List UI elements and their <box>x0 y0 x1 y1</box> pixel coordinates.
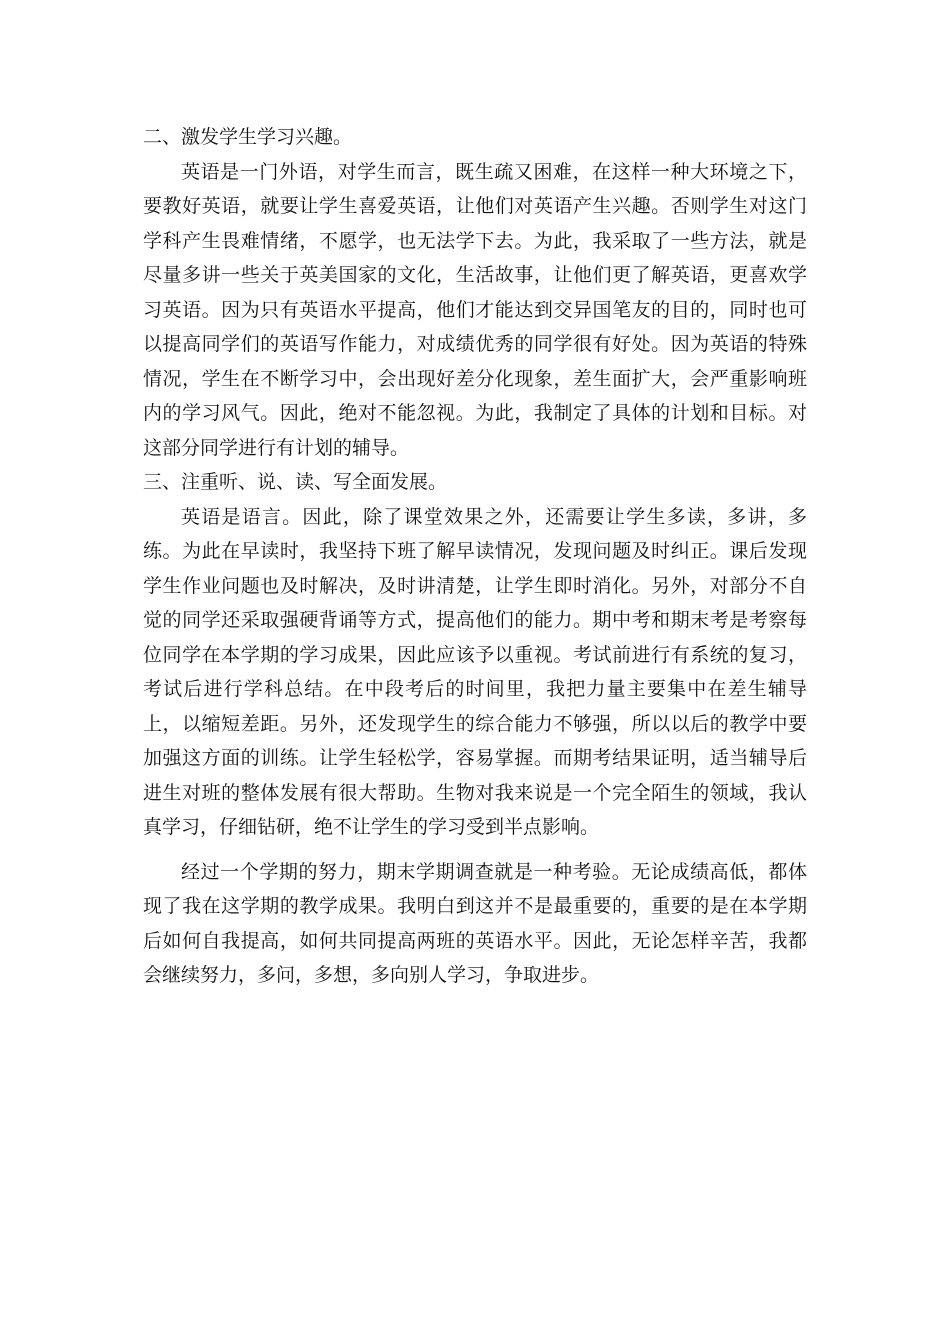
paragraph-interest: 英语是一门外语，对学生而言，既生疏又困难，在这样一种大环境之下，要教好英语，就要让学生喜爱英语，让他们对英语产生兴趣。否则学生对这门学科产生畏难情绪，不愿学，也无法学下去。为此，我采取了一些方法，就是尽量多讲一些关于英美国家的文化，生活故事，让他们更了解英语，更喜欢学习英语。因为只有英语水平提高，他们才能达到交异国笔友的目的，同时也可以提高同学们的英语写作能力，对成绩优秀的同学很有好处。因为英语的特殊情况，学生在不断学习中，会出现好差分化现象，差生面扩大，会严重影响班内的学习风气。因此，绝对不能忽视。为此，我制定了具体的计划和目标。对这部分同学进行有计划的辅导。 <box>143 160 807 459</box>
document-body <box>143 120 807 993</box>
section-heading-3: 三、注重听、说、读、写全面发展。 <box>143 471 448 493</box>
section-heading-2: 二、激发学生学习兴趣。 <box>143 126 353 148</box>
paragraph-conclusion: 经过一个学期的努力，期末学期调查就是一种考验。无论成绩高低，都体现了我在这学期的教学成果。我明白到这并不是最重要的，重要的是在本学期后如何自我提高，如何共同提高两班的英语水平。因此，无论怎样辛苦，我都会继续努力，多问，多想，多向别人学习，争取进步。 <box>143 860 807 986</box>
paragraph-skills: 英语是语言。因此，除了课堂效果之外，还需要让学生多读，多讲，多练。为此在早读时，我坚持下班了解早读情况，发现问题及时纠正。课后发现学生作业问题也及时解决，及时讲清楚，让学生即时消化。另外，对部分不自觉的同学还采取强硬背诵等方式，提高他们的能力。期中考和期末考是考察每位同学在本学期的学习成果，因此应该予以重视。考试前进行有系统的复习，考试后进行学科总结。在中段考后的时间里，我把力量主要集中在差生辅导上，以缩短差距。另外，还发现学生的综合能力不够强，所以以后的教学中要加强这方面的训练。让学生轻松学，容易掌握。而期考结果证明，适当辅导后进生对班的整体发展有很大帮助。生物对我来说是一个完全陌生的领域，我认真学习，仔细钻研，绝不让学生的学习受到半点影响。 <box>143 505 807 838</box>
